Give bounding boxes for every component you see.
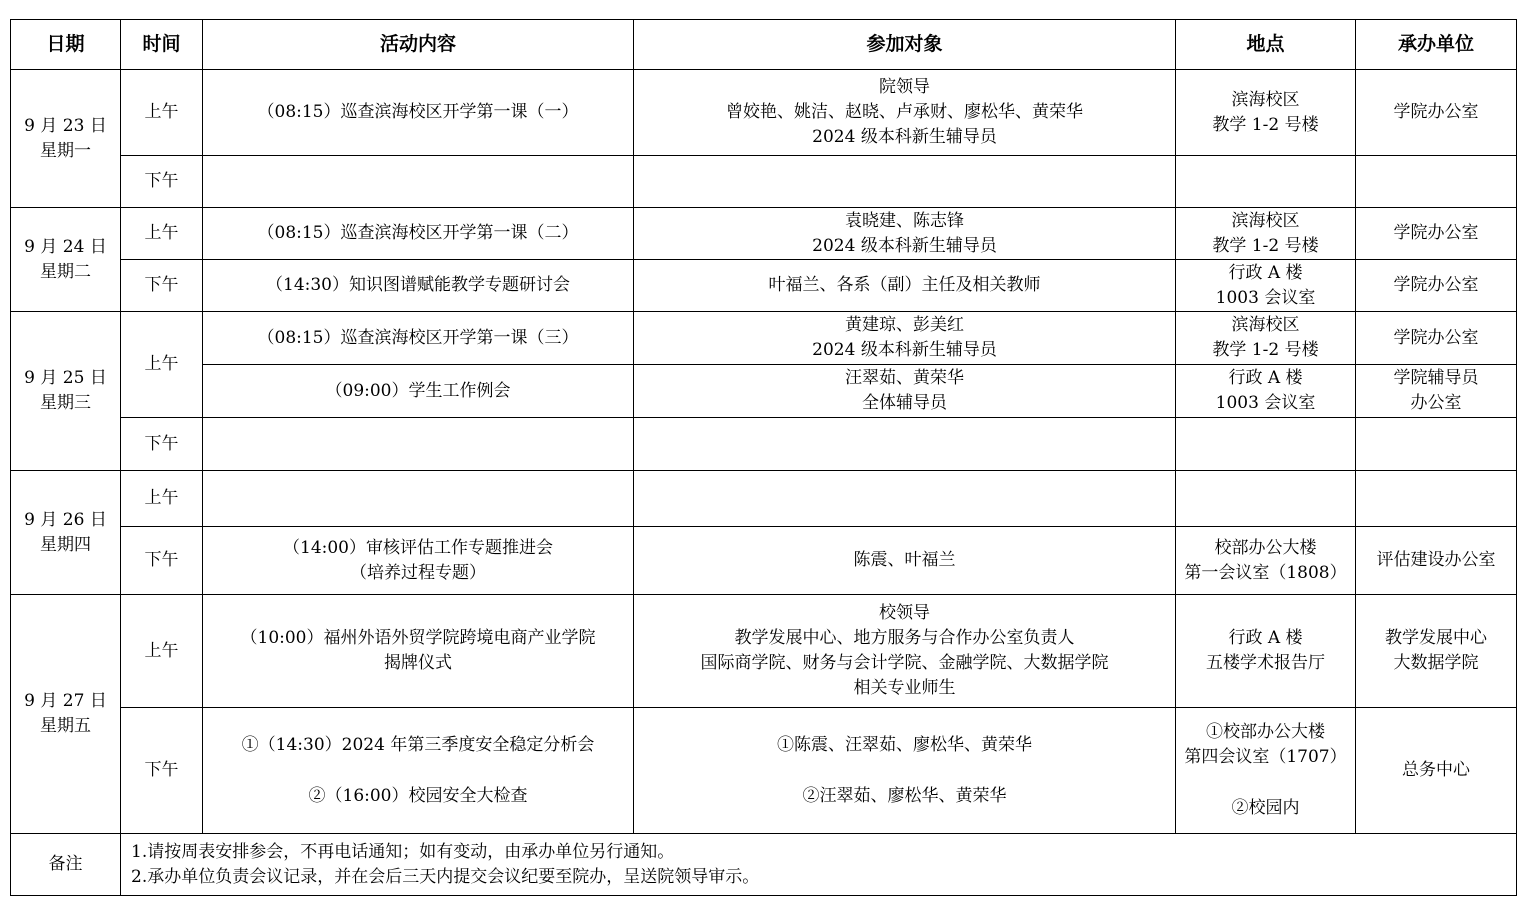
table-row [11, 312, 1517, 365]
participants-line: 相关专业师生 [853, 678, 956, 698]
participants-cell [634, 208, 1176, 260]
header-organizer: 承办单位 [1356, 20, 1517, 70]
location-cell [1176, 312, 1356, 365]
content-line: （培养过程专题） [350, 562, 486, 583]
location-line: ①校部办公大楼 [1206, 722, 1325, 742]
header-date: 日期 [11, 20, 121, 70]
content-cell [203, 156, 634, 208]
content-line: （09:00）学生工作例会 [325, 380, 511, 401]
line-spacer [638, 758, 1171, 784]
organizer-line: 学院办公室 [1393, 102, 1479, 122]
organizer-cell [1356, 70, 1517, 156]
organizer-line: 办公室 [1410, 393, 1462, 413]
content-cell [203, 365, 634, 418]
location-cell [1176, 527, 1356, 595]
organizer-cell [1356, 312, 1517, 365]
note-line: 2.承办单位负责会议记录，并在会后三天内提交会议纪要至院办，呈送院领导审示。 [131, 866, 760, 887]
content-cell [203, 708, 634, 834]
time-cell: 下午 [121, 418, 203, 471]
table-row [11, 471, 1517, 527]
content-cell [203, 70, 634, 156]
date-cell [11, 312, 121, 471]
table-row [11, 70, 1517, 156]
location-line: 教学 1-2 号楼 [1212, 114, 1319, 135]
date-text: 9 月 23 日 [24, 115, 107, 136]
weekly-schedule-table [10, 19, 1517, 896]
header-content: 活动内容 [203, 20, 634, 70]
participants-cell [634, 365, 1176, 418]
header-time: 时间 [121, 20, 203, 70]
participants-cell [634, 312, 1176, 365]
participants-line: 黄建琼、彭美红 [845, 315, 964, 335]
location-line: 1003 会议室 [1215, 287, 1316, 308]
date-cell [11, 471, 121, 595]
content-line: （08:15）巡查滨海校区开学第一课（二） [257, 223, 579, 243]
date-text: 9 月 25 日 [24, 368, 107, 388]
weekday-text: 星期四 [40, 534, 91, 555]
time-cell: 上午 [121, 312, 203, 418]
content-cell [203, 595, 634, 708]
participants-line: 院领导 [879, 77, 930, 97]
location-cell [1176, 471, 1356, 527]
location-cell [1176, 418, 1356, 471]
participants-line: 2024 级本科新生辅导员 [812, 127, 997, 147]
content-line: 揭牌仪式 [384, 653, 452, 673]
note-line: 1.请按周表安排参会，不再电话通知；如有变动，由承办单位另行通知。 [131, 841, 675, 862]
participants-line: 校领导 [879, 603, 930, 623]
participants-cell [634, 156, 1176, 208]
table-row [11, 208, 1517, 260]
date-text: 9 月 27 日 [24, 691, 107, 711]
participants-line: 全体辅导员 [862, 393, 947, 413]
time-cell: 上午 [121, 471, 203, 527]
organizer-cell [1356, 365, 1517, 418]
content-line: （14:30）知识图谱赋能教学专题研讨会 [266, 275, 570, 295]
weekday-text: 星期三 [40, 393, 91, 413]
participants-line: ②汪翠茹、廖松华、黄荣华 [802, 785, 1007, 806]
time-cell: 下午 [121, 156, 203, 208]
date-text: 9 月 24 日 [24, 236, 107, 257]
content-line: ②（16:00）校园安全大检查 [308, 785, 528, 806]
organizer-cell [1356, 471, 1517, 527]
location-line: 教学 1-2 号楼 [1212, 340, 1319, 360]
content-cell [203, 312, 634, 365]
participants-cell [634, 260, 1176, 312]
location-cell [1176, 365, 1356, 418]
location-line: ②校园内 [1231, 798, 1300, 818]
line-spacer [207, 758, 629, 784]
content-cell [203, 527, 634, 595]
participants-line: 汪翠茹、黄荣华 [845, 368, 964, 388]
participants-cell [634, 527, 1176, 595]
location-line: 行政 A 楼 [1228, 368, 1303, 388]
time-cell: 下午 [121, 708, 203, 834]
location-line: 滨海校区 [1231, 315, 1300, 335]
table-row [11, 365, 1517, 418]
participants-line: 2024 级本科新生辅导员 [812, 235, 997, 256]
organizer-cell [1356, 527, 1517, 595]
table-row [11, 595, 1517, 708]
location-line: 行政 A 楼 [1228, 628, 1303, 648]
participants-cell [634, 595, 1176, 708]
organizer-cell [1356, 260, 1517, 312]
organizer-cell [1356, 418, 1517, 471]
participants-line: ①陈震、汪翠茹、廖松华、黄荣华 [777, 734, 1032, 755]
content-cell [203, 418, 634, 471]
location-cell [1176, 708, 1356, 834]
organizer-line: 评估建设办公室 [1376, 550, 1496, 570]
date-text: 9 月 26 日 [24, 509, 107, 530]
organizer-cell [1356, 595, 1517, 708]
location-line: 五楼学术报告厅 [1206, 653, 1325, 673]
time-cell: 下午 [121, 260, 203, 312]
location-cell [1176, 260, 1356, 312]
time-cell: 上午 [121, 595, 203, 708]
organizer-line: 学院辅导员 [1393, 368, 1479, 388]
participants-cell [634, 471, 1176, 527]
location-cell [1176, 208, 1356, 260]
participants-line: 曾姣艳、姚洁、赵晓、卢承财、廖松华、黄荣华 [726, 102, 1083, 122]
weekday-text: 星期五 [40, 716, 91, 736]
table-row [11, 527, 1517, 595]
participants-line: 教学发展中心、地方服务与合作办公室负责人 [734, 628, 1075, 648]
table-row [11, 418, 1517, 471]
location-cell [1176, 70, 1356, 156]
participants-line: 2024 级本科新生辅导员 [812, 340, 997, 360]
content-line: （10:00）福州外语外贸学院跨境电商产业学院 [240, 628, 596, 648]
content-cell [203, 471, 634, 527]
table-row [11, 708, 1517, 834]
location-line: 校部办公大楼 [1214, 537, 1317, 558]
time-cell: 下午 [121, 527, 203, 595]
location-line: 第一会议室（1808） [1184, 562, 1347, 583]
header-location: 地点 [1176, 20, 1356, 70]
date-cell [11, 595, 121, 834]
notes-row [11, 834, 1517, 896]
content-line: （08:15）巡查滨海校区开学第一课（一） [257, 102, 579, 122]
participants-line: 国际商学院、财务与会计学院、金融学院、大数据学院 [700, 653, 1109, 673]
weekday-text: 星期二 [40, 261, 91, 282]
time-cell: 上午 [121, 70, 203, 156]
notes-cell [121, 834, 1517, 896]
time-cell: 上午 [121, 208, 203, 260]
participants-line: 叶福兰、各系（副）主任及相关教师 [768, 275, 1041, 295]
participants-line: 袁晓建、陈志锋 [845, 210, 964, 231]
header-row [11, 20, 1517, 70]
location-line: 滨海校区 [1231, 210, 1300, 231]
participants-cell [634, 70, 1176, 156]
participants-cell [634, 708, 1176, 834]
organizer-line: 大数据学院 [1393, 653, 1479, 673]
notes-label: 备注 [11, 834, 121, 896]
organizer-cell [1356, 208, 1517, 260]
content-line: （14:00）审核评估工作专题推进会 [283, 537, 553, 558]
organizer-line: 学院办公室 [1393, 223, 1479, 243]
organizer-line: 学院办公室 [1393, 327, 1479, 348]
organizer-line: 学院办公室 [1393, 275, 1479, 295]
content-line: ①（14:30）2024 年第三季度安全稳定分析会 [241, 734, 595, 755]
content-cell [203, 208, 634, 260]
content-line: （08:15）巡查滨海校区开学第一课（三） [257, 327, 579, 348]
location-line: 第四会议室（1707） [1184, 747, 1347, 767]
participants-line: 陈震、叶福兰 [853, 550, 956, 570]
location-line: 滨海校区 [1231, 89, 1300, 110]
organizer-line: 总务中心 [1402, 760, 1470, 780]
participants-cell [634, 418, 1176, 471]
location-line: 1003 会议室 [1215, 393, 1316, 413]
line-spacer [1180, 770, 1351, 796]
date-cell [11, 70, 121, 208]
date-cell [11, 208, 121, 312]
table-row [11, 260, 1517, 312]
location-line: 行政 A 楼 [1228, 262, 1303, 283]
organizer-cell [1356, 708, 1517, 834]
organizer-line: 教学发展中心 [1385, 628, 1487, 648]
location-cell [1176, 156, 1356, 208]
table-row [11, 156, 1517, 208]
weekday-text: 星期一 [40, 140, 91, 161]
content-cell [203, 260, 634, 312]
header-participants: 参加对象 [634, 20, 1176, 70]
location-cell [1176, 595, 1356, 708]
location-line: 教学 1-2 号楼 [1212, 235, 1319, 256]
organizer-cell [1356, 156, 1517, 208]
